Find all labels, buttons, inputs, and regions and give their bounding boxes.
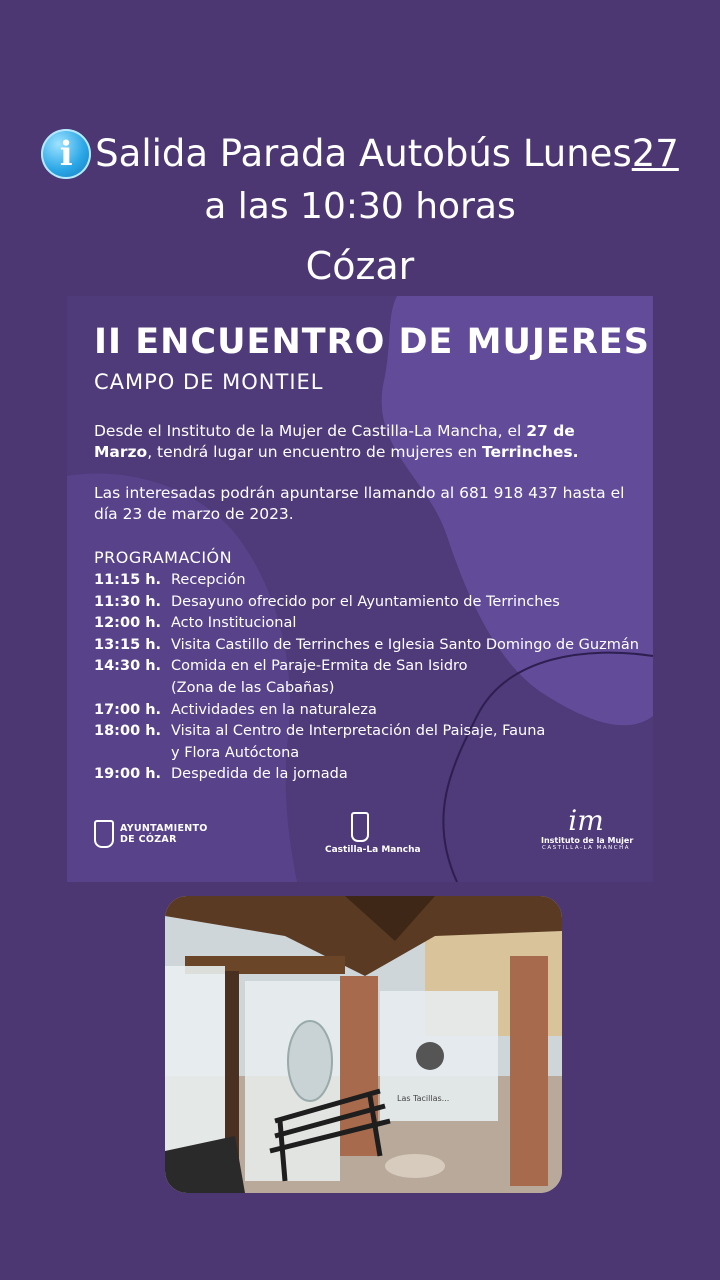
announcement-text: Salida Parada Autobús Lunes	[95, 132, 632, 175]
event-poster	[67, 296, 653, 882]
schedule-row	[94, 592, 644, 614]
schedule-time: 13:15 h.	[94, 636, 162, 653]
park-shelter-photo	[165, 896, 562, 1193]
announcement-day: 27	[631, 132, 679, 175]
photo-sign-text: Las Tacillas...	[397, 1094, 450, 1103]
schedule-desc: Visita al Centro de Interpretación del Paisaje, Fauna	[171, 723, 546, 740]
schedule-desc: Acto Institucional	[171, 615, 297, 632]
schedule-row	[94, 656, 644, 678]
schedule-desc: Actividades en la naturaleza	[171, 701, 377, 718]
logo-ayuntamiento-cozar	[94, 820, 208, 848]
schedule-desc: Desayuno ofrecido por el Ayuntamiento de Terrinches	[171, 593, 560, 610]
schedule-desc: Visita Castillo de Terrinches e Iglesia Santo Domingo de Guzmán	[171, 636, 639, 653]
logo-ayuntamiento-line-1: AYUNTAMIENTO	[120, 823, 208, 834]
schedule-row	[94, 700, 644, 722]
announcement	[0, 128, 720, 294]
schedule-desc: Recepción	[171, 572, 246, 588]
schedule-row	[94, 613, 644, 635]
poster-subtitle: CAMPO DE MONTIEL	[94, 370, 324, 394]
schedule-row	[94, 635, 644, 657]
schedule-time	[94, 743, 171, 765]
schedule-time: 18:00 h.	[94, 723, 162, 740]
schedule-row	[94, 570, 644, 592]
schedule-desc: y Flora Autóctona	[171, 744, 300, 761]
intro-text-2: , tendrá lugar un encuentro de mujeres en	[147, 443, 482, 461]
schedule-time: 17:00 h.	[94, 701, 162, 718]
logo-im-mark: im	[568, 804, 604, 837]
schedule-desc: Comida en el Paraje-Ermita de San Isidro	[171, 658, 468, 675]
sponsor-logos	[67, 806, 653, 876]
info-icon: i	[41, 129, 91, 179]
schedule-row	[94, 678, 644, 700]
schedule-time: 12:00 h.	[94, 615, 162, 632]
schedule-time: 11:30 h.	[94, 593, 162, 610]
schedule-desc: (Zona de las Cabañas)	[171, 679, 335, 696]
intro-place: Terrinches.	[481, 443, 579, 461]
intro-paragraph	[94, 421, 634, 463]
logo-castilla-la-mancha	[325, 812, 421, 855]
announcement-line-1	[0, 128, 720, 180]
logo-ayuntamiento-text	[120, 823, 208, 845]
schedule-list	[94, 570, 644, 786]
programme-heading: PROGRAMACIÓN	[94, 548, 233, 567]
logo-im-region: CASTILLA-LA MANCHA	[541, 845, 631, 851]
poster-title: II ENCUENTRO DE MUJERES	[94, 322, 650, 362]
crest-icon	[94, 820, 114, 848]
schedule-time: 19:00 h.	[94, 766, 162, 783]
schedule-time	[94, 678, 171, 700]
announcement-town: Cózar	[305, 244, 415, 288]
logo-ayuntamiento-line-2: DE CÓZAR	[120, 834, 177, 845]
intro-text: Desde el Instituto de la Mujer de Castilla-La Mancha, el	[94, 422, 527, 440]
intro-date: 27 de Marzo	[94, 422, 575, 461]
logo-im-name: Instituto de la Mujer	[541, 836, 634, 845]
announcement-time: a las 10:30 horas	[204, 186, 516, 227]
logo-instituto-mujer	[541, 804, 634, 851]
schedule-row	[94, 743, 644, 765]
photo-illustration	[165, 896, 562, 1193]
schedule-row	[94, 764, 644, 786]
registration-paragraph: Las interesadas podrán apuntarse llamando al 681 918 437 hasta el día 23 de marzo de 2023.	[94, 484, 625, 523]
schedule-time: 14:30 h.	[94, 658, 162, 675]
schedule-desc: Despedida de la jornada	[171, 766, 348, 783]
schedule-row	[94, 721, 644, 743]
crest-icon	[351, 812, 369, 842]
logo-clm-text: Castilla-La Mancha	[325, 845, 421, 855]
schedule-time: 11:15 h.	[94, 572, 162, 588]
